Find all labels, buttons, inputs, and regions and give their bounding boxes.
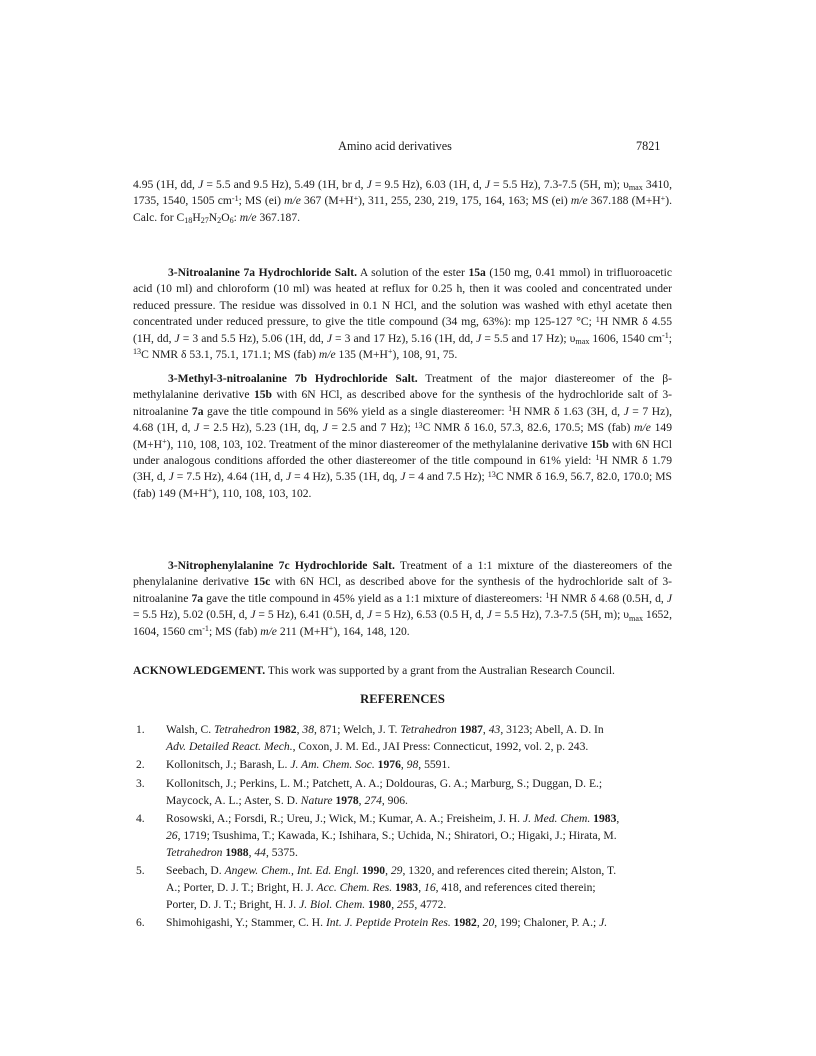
reference-number: 4. [136,812,145,826]
paragraph-text: 3-Methyl-3-nitroalanine 7b Hydrochloride Salt. Treatment of the major diastereomer of the β-methylalanine derivative 15b with 6N HCl, as described above for the synthesis of the hydrochloride salt of 3-nitroalanine 7a gave the title compound in 56% yield as a single diastereomer: $^1$H NMR δ 1.63 (3H, d, J = 7 Hz), 4.68 (1H, d, J = 2.5 Hz), 5.23 (1H, dq, J = 2.5 and 7 Hz); $^{13}$C NMR δ 16.0, 57.3, 82.6, 170.5; MS (fab) m/e 149 (M+H+), 110, 108, 103, 102. Treatment of the minor diastereomer of the methylalanine derivative 15b with 6N HCl under analogous conditions afforded the other diastereomer of the title compound in 61% yield: $^1$H NMR δ 1.79 (3H, d, J = 7.5 Hz), 4.64 (1H, d, J = 4 Hz), 5.35 (1H, dq, J = 4 and 7.5 Hz); $^{13}$C NMR δ 16.9, 56.7, 82.0, 170.0; MS (fab) 149 (M+H+), 110, 108, 103, 102. [133,372,673,500]
reference-line: A.; Porter, D. J. T.; Bright, H. J. Acc. Chem. Res. 1983, 16, 418, and references cited therein; [166,881,596,895]
reference-line: Maycock, A. L.; Aster, S. D. Nature 1978, 274, 906. [166,793,408,807]
reference-line: Shimohigashi, Y.; Stammer, C. H. Int. J. Peptide Protein Res. 1982, 20, 199; Chaloner, P. A.; J. [166,916,608,930]
running-title: Amino acid derivatives [338,139,452,153]
reference-number: 2. [136,758,145,772]
acknowledgement [133,663,672,679]
reference-line: Tetrahedron 1988, 44, 5375. [166,845,298,859]
reference-line: 26, 1719; Tsushima, T.; Kawada, K.; Ishihara, S.; Uchida, N.; Shiratori, O.; Higaki, J.; Hirata, M. [166,828,617,842]
reference-line: Porter, D. J. T.; Bright, H. J. J. Biol. Chem. 1980, 255, 4772. [166,898,447,912]
reference-line: Adv. Detailed React. Mech., Coxon, J. M. Ed., JAI Press: Connecticut, 1992, vol. 2, p. 243. [166,739,589,753]
paragraph-text: 3-Nitroalanine 7a Hydrochloride Salt. A solution of the ester 15a (150 mg, 0.41 mmol) in trifluoroacetic acid (10 ml) and chloroform (10 ml) was heated at reflux for 0.25 h, then it was cooled and concentrated under reduced pressure. The residue was dissolved in 0.1 N HCl, and the solution was washed with ethyl acetate then concentrated under reduced pressure, to give the title compound (34 mg, 63%): mp 125-127 °C; $^1$H NMR δ 4.55 (1H, dd, J = 3 and 5.5 Hz), 5.06 (1H, dd, J = 3 and 17 Hz), 5.16 (1H, dd, J = 5.5 and 17 Hz); $\upsilon_{max}$ 1606, 1540 $cm^{-1}$; $^{13}$C NMR δ 53.1, 75.1, 171.1; MS (fab) m/e 135 (M+H+), 108, 91, 75. [133,266,672,362]
acknowledgement-heading: ACKNOWLEDGEMENT. [133,664,266,677]
reference-item [133,863,672,914]
paragraph-text: 4.95 (1H, dd, J = 5.5 and 9.5 Hz), 5.49 (1H, br d, J = 9.5 Hz), 6.03 (1H, d, J = 5.5 Hz), 7.3-7.5 (5H, m); $\upsilon_{max}$ 3410, 1735, 1540, 1505 $cm^{-1}$; MS (ei) m/e 367 (M+H+), 311, 255, 230, 219, 175, 164, 163; MS (ei) m/e 367.188 (M+H+). Calc. for $C_{18}H_{27}N_2O_6$: m/e 367.187. [133,178,673,226]
section-nitrophenylalanine-7c [133,558,672,640]
references-list [133,722,672,934]
paragraph-text: 3-Nitrophenylalanine 7c Hydrochloride Salt. Treatment of a 1:1 mixture of the diastereomers of the phenylalanine derivative 15c with 6N HCl, as described above for the synthesis of the hydrochloride salt of 3-nitroalanine 7a gave the title compound in 45% yield as a 1:1 mixture of diastereomers: $^1$H NMR δ 4.68 (0.5H, d, J = 5.5 Hz), 5.02 (0.5H, d, J = 5 Hz), 6.41 (0.5H, d, J = 5 Hz), 6.53 (0.5 H, d, J = 5.5 Hz), 7.3-7.5 (5H, m); $\upsilon_{max}$ 1652, 1604, 1560 $cm^{-1}$; MS (fab) m/e 211 (M+H+), 164, 148, 120. [133,559,672,638]
acknowledgement-text: ACKNOWLEDGEMENT. This work was supported by a grant from the Australian Research Council. [133,664,615,677]
reference-line: Rosowski, A.; Forsdi, R.; Ureu, J.; Wick, M.; Kumar, A. A.; Freisheim, J. H. J. Med. Chem. 1983, [166,812,620,826]
reference-number: 3. [136,776,145,790]
reference-number: 1. [136,723,145,736]
reference-line: Kollonitsch, J.; Perkins, L. M.; Patchett, A. A.; Doldouras, G. A.; Marburg, S.; Duggan, D. E.; [166,776,603,790]
section-heading: 3-Methyl-3-nitroalanine 7b Hydrochloride Salt. [168,372,418,385]
reference-number: 5. [136,864,145,878]
reference-item [133,757,672,774]
page-number: 7821 [636,139,661,153]
reference-line: Kollonitsch, J.; Barash, L. J. Am. Chem. Soc. 1976, 98, 5591. [166,758,451,772]
section-heading: 3-Nitrophenylalanine 7c Hydrochloride Salt. [168,559,395,572]
reference-item [133,722,672,756]
section-nitroalanine-7a [133,265,672,363]
section-methyl-nitroalanine-7b [133,371,672,502]
section-heading: 3-Nitroalanine 7a Hydrochloride Salt. [168,266,357,279]
references-heading: REFERENCES [360,692,445,706]
reference-item [133,915,672,932]
paragraph-continuation [133,177,672,226]
reference-number: 6. [136,916,145,930]
reference-item [133,811,672,862]
reference-item [133,776,672,810]
reference-line: Walsh, C. Tetrahedron 1982, 38, 871; Welch, J. T. Tetrahedron 1987, 43, 3123; Abell, A. D. In [166,723,604,736]
reference-line: Seebach, D. Angew. Chem., Int. Ed. Engl. 1990, 29, 1320, and references cited therein; Alston, T. [166,864,617,878]
